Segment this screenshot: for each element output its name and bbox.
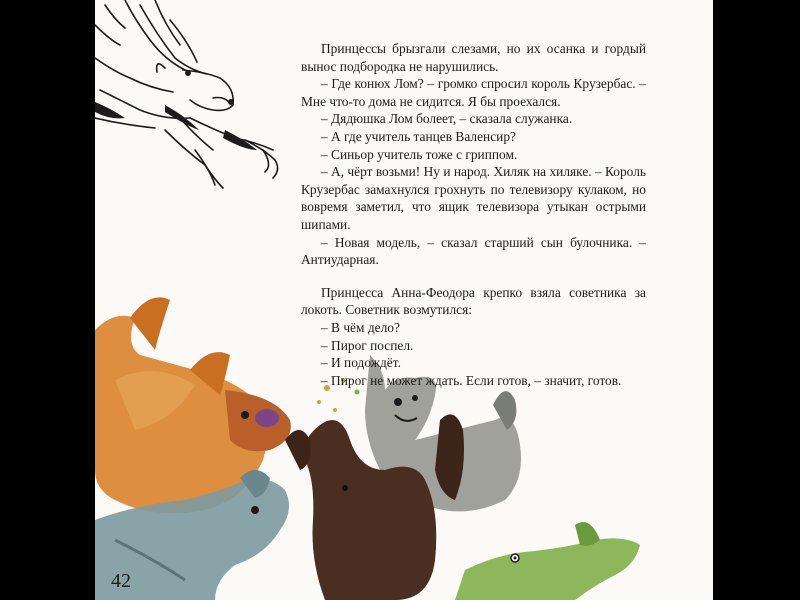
paragraph: Принцессы брызгали слезами, но их осанка и гордый вынос подбородка не нарушились.: [301, 41, 646, 74]
story-text: [301, 40, 646, 389]
paragraph: – А где учитель танцев Валенсир?: [321, 128, 516, 144]
paragraph: – Новая модель, – сказал старший сын булочника. – Антиударная.: [301, 234, 646, 268]
paragraph: – Синьор учитель тоже с гриппом.: [321, 146, 518, 162]
paragraph: – Пирог не может ждать. Если готов, – значит, готов.: [321, 372, 622, 388]
sketch-dog-drawing: [95, 0, 278, 188]
book-page: [95, 0, 713, 600]
paragraph: – А, чёрт возьми! Ну и народ. Хиляк на хиляке. – Король Крузербас замахнулся грохнуть по телевизору кулаком, но вовремя заметил, что ящик телевизора утыкан острыми шипами.: [301, 164, 646, 232]
sketch-dog-eye: [95, 70, 257, 150]
paragraph: – Дядюшка Лом болеет, – сказала служанка.: [321, 111, 573, 127]
paragraph: – Пирог поспел.: [321, 337, 414, 353]
green-dog-painting: [455, 522, 640, 600]
page-number: 42: [111, 570, 131, 592]
paragraph: – Где конюх Лом? – громко спросил король Крузербас. – Мне что-то дома не сидится. Я бы проехался.: [301, 76, 646, 109]
paragraph: – И подождёт.: [321, 355, 401, 371]
paragraph: Принцесса Анна-Феодора крепко взяла советника за локоть. Советник возмутился:: [301, 284, 646, 318]
paragraph: – В чём дело?: [321, 319, 400, 335]
